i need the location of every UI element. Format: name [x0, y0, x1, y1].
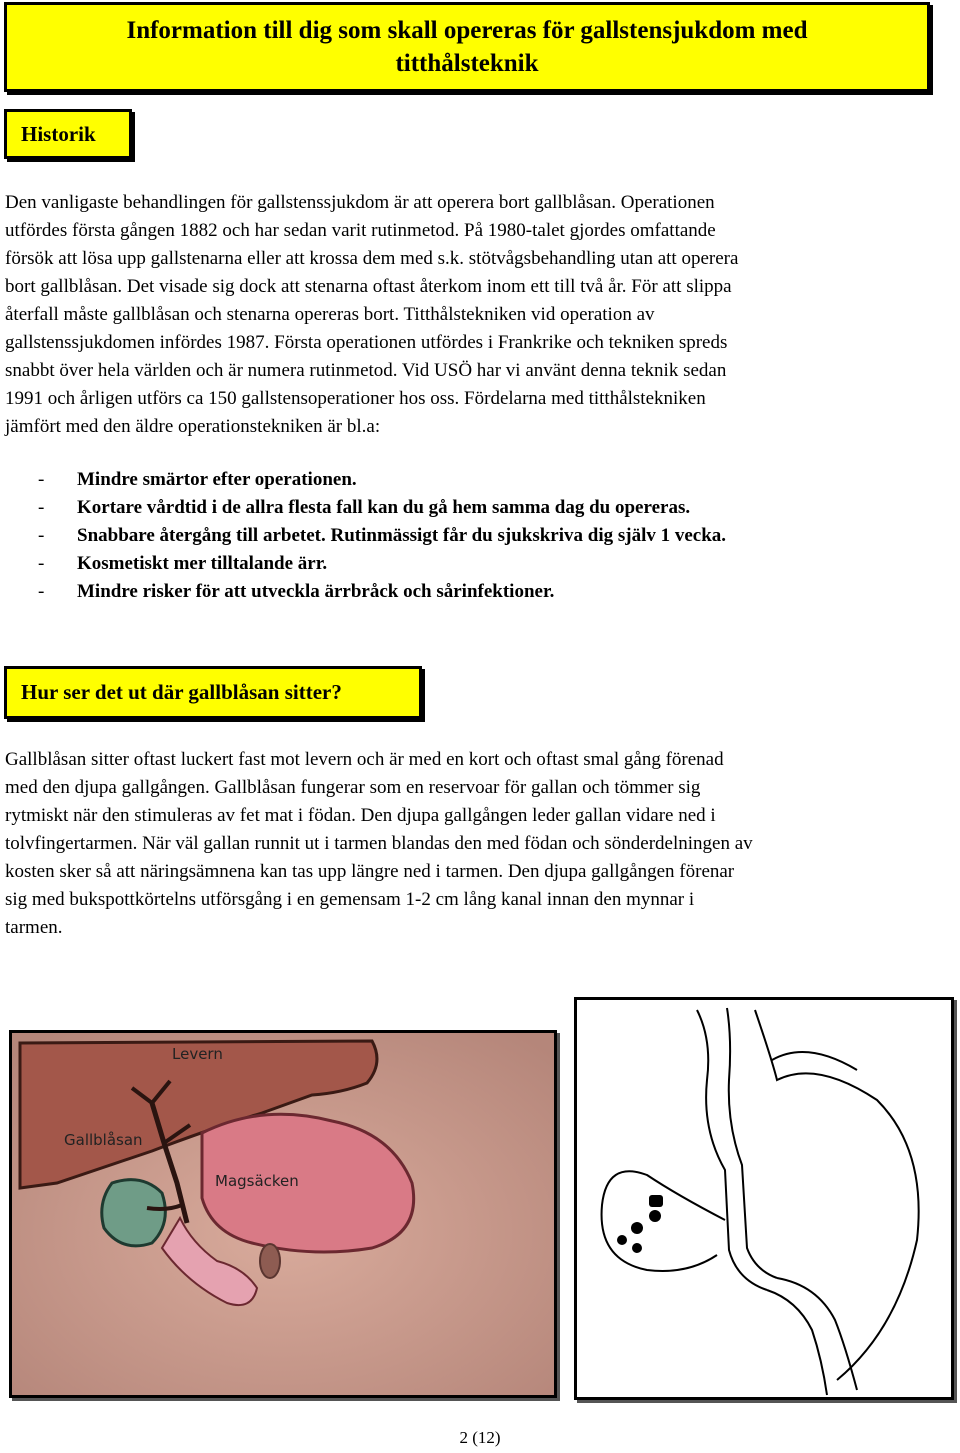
location-paragraph — [5, 746, 960, 942]
paragraph-line: med den djupa gallgången. Gallblåsan fungerar som en reservoar för gallan och tömmer sig — [5, 777, 701, 798]
paragraph-line: Den vanligaste behandlingen för gallstenssjukdom är att operera bort gallblåsan. Operationen — [5, 192, 715, 213]
bullet-dash: - — [38, 497, 45, 518]
anatomy-photo — [9, 1030, 557, 1398]
common-bile-duct-left — [697, 1010, 767, 1290]
stomach-outline-top — [772, 1052, 857, 1070]
gallstone — [649, 1210, 661, 1222]
list-item — [38, 494, 726, 522]
paragraph-line: sig med bukspottkörtelns utförsgång i en gemensam 1-2 cm lång kanal innan den mynnar i — [5, 889, 695, 910]
bullet-dash: - — [38, 525, 45, 546]
bullet-dash: - — [38, 553, 45, 574]
gallbladder-outline — [602, 1171, 725, 1271]
historik-paragraph — [5, 189, 960, 441]
gallstones — [617, 1195, 663, 1253]
paragraph-line: jämfört med den äldre operationstekniken är bl.a: — [5, 416, 381, 437]
advantages-list — [38, 466, 726, 606]
label-gallbladder: Gallblåsan — [64, 1131, 143, 1149]
paragraph-line: gallstenssjukdomen infördes 1987. Första operationen utfördes i Frankrike och tekniken spreds — [5, 332, 728, 353]
section-heading-historik-text: Historik — [21, 121, 96, 146]
paragraph-line: återfall måste gallblåsan och stenarna opereras bort. Titthålstekniken vid operation av — [5, 304, 655, 325]
paragraph-line: utfördes första gången 1882 och har sedan varit rutinmetod. På 1980-talet gjordes omfattande — [5, 220, 716, 241]
common-bile-duct-right — [727, 1008, 777, 1278]
list-item-text: Mindre risker för att utveckla ärrbråck och sårinfektioner. — [77, 581, 555, 602]
paragraph-line: kosten sker så att näringsämnena kan tas upp längre ned i tarmen. Den djupa gallgången förenar — [5, 861, 735, 882]
list-item-text: Snabbare återgång till arbetet. Rutinmässigt får du sjukskriva dig själv 1 vecka. — [77, 525, 727, 546]
page-number: 2 (12) — [459, 1428, 501, 1447]
bullet-dash: - — [38, 581, 45, 602]
document-title-line-1: Information till dig som skall opereras för gallstensjukdom med — [126, 17, 808, 44]
section-heading-location — [4, 666, 422, 719]
gallbladder-drawing-illustration — [577, 1000, 951, 1397]
paragraph-line: bort gallblåsan. Det visade sig dock att stenarna oftast återkom inom ett till två år. För att slippa — [5, 276, 732, 297]
gallstone — [631, 1222, 643, 1234]
navel — [260, 1244, 280, 1278]
paragraph-line: rytmiskt när den stimuleras av fet mat i födan. Den djupa gallgången leder gallan vidare ned i — [5, 805, 716, 826]
list-item — [38, 550, 726, 578]
gallstone — [632, 1243, 642, 1253]
label-stomach: Magsäcken — [215, 1172, 299, 1190]
paragraph-line: tarmen. — [5, 917, 63, 938]
gallstone — [649, 1195, 663, 1207]
section-heading-historik — [4, 109, 132, 159]
list-item — [38, 522, 726, 550]
section-heading-location-text: Hur ser det ut där gallblåsan sitter? — [21, 680, 342, 704]
list-item-text: Kosmetiskt mer tilltalande ärr. — [77, 553, 328, 574]
paragraph-line: snabbt över hela världen och är numera rutinmetod. Vid USÖ har vi använt denna teknik sedan — [5, 360, 727, 381]
duodenum-outline-left — [767, 1290, 827, 1395]
gallbladder-shape — [102, 1180, 166, 1246]
document-title-line-2: titthålsteknik — [395, 50, 539, 77]
list-item-text: Mindre smärtor efter operationen. — [77, 469, 357, 490]
label-liver: Levern — [172, 1045, 223, 1063]
anatomy-photo-illustration — [12, 1033, 554, 1395]
paragraph-line: Gallblåsan sitter oftast luckert fast mot levern och är med en kort och oftast smal gång förenad — [5, 749, 724, 770]
list-item — [38, 578, 726, 606]
list-item-text: Kortare vårdtid i de allra flesta fall kan du gå hem samma dag du opereras. — [77, 497, 691, 518]
paragraph-line: tolvfingertarmen. När väl gallan runnit ut i tarmen blandas den med födan och sönderdelningen av — [5, 833, 753, 854]
bullet-dash: - — [38, 469, 45, 490]
document-title-box — [4, 2, 930, 92]
paragraph-line: försök att lösa upp gallstenarna eller att krossa dem med s.k. stötvågsbehandling utan att operera — [5, 248, 739, 269]
gallbladder-line-drawing — [574, 997, 954, 1400]
gallstone — [617, 1235, 627, 1245]
paragraph-line: 1991 och årligen utförs ca 150 gallstensoperationer hos oss. Fördelarna med titthålstekniken — [5, 388, 706, 409]
list-item — [38, 466, 726, 494]
